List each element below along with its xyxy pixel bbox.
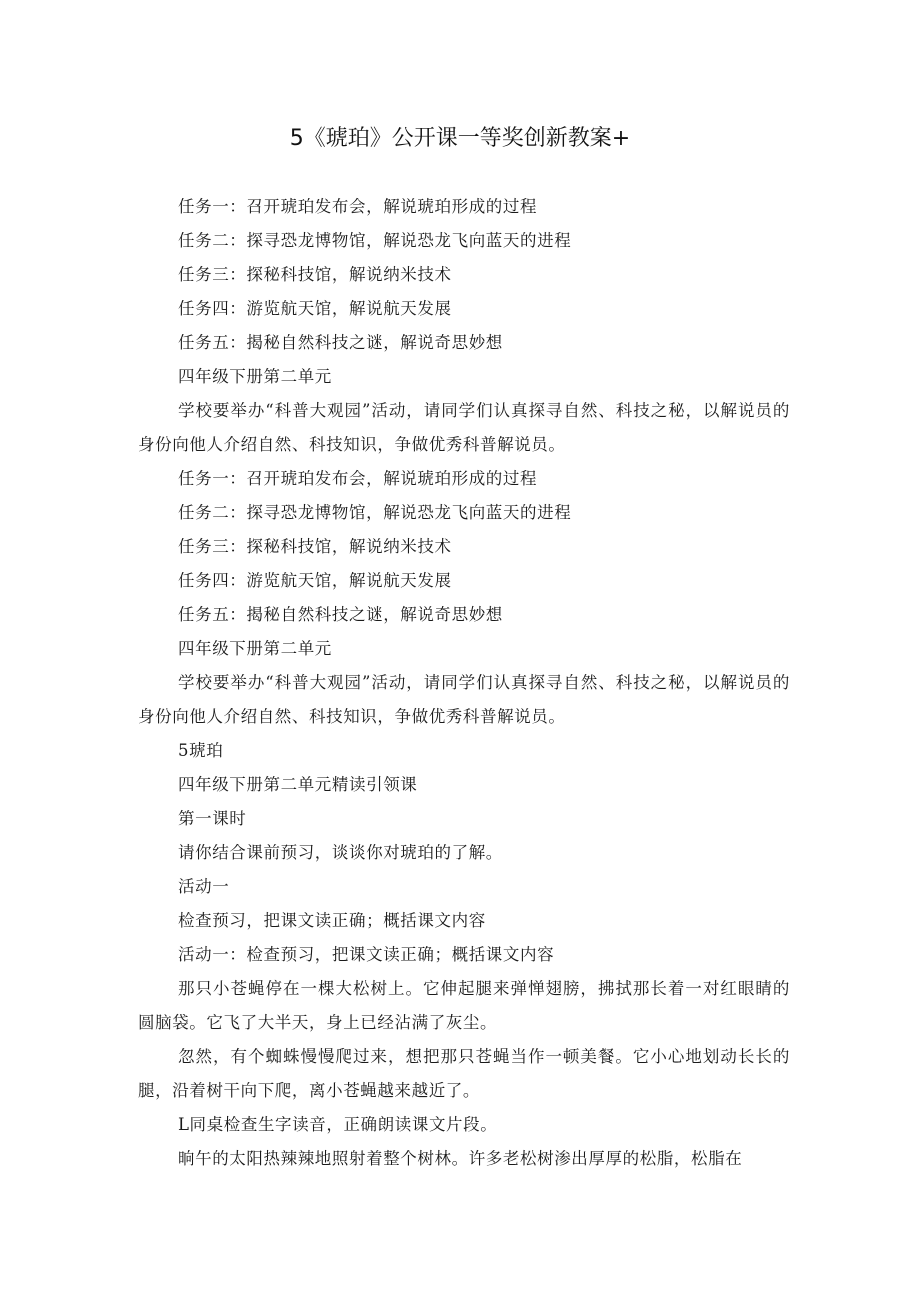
paragraph-task-3-repeat: 任务三：探秘科技馆，解说纳米技术 [178, 537, 452, 556]
paragraph-task-2-repeat: 任务二：探寻恐龙博物馆，解说恐龙飞向蓝天的进程 [178, 503, 572, 522]
document-title: 5《琥珀》公开课一等奖创新教案+ [289, 126, 631, 151]
paragraph-task-1-repeat: 任务一：召开琥珀发布会，解说琥珀形成的过程 [178, 469, 538, 488]
paragraph-task-3: 任务三：探秘科技馆，解说纳米技术 [178, 265, 452, 284]
paragraph-activity-1-goal: 检查预习，把课文读正确；概括课文内容 [178, 911, 486, 930]
paragraph-fly-text: 那只小苍蝇停在一棵大松树上。它伸起腿来弹惮翅膀，拂拭那长着一对红眼睛的圆脑袋。它飞了大半天，身上已经沾满了灰尘。 [138, 979, 790, 1032]
paragraph-noon-text: 晌午的太阳热辣辣地照射着整个树林。许多老松树渗出厚厚的松脂，松脂在 [178, 1149, 743, 1168]
paragraph-intro: 学校要举办“科普大观园”活动，请同学们认真探寻自然、科技之秘，以解说员的身份向他人介绍自然、科技知识，争做优秀科普解说员。 [138, 401, 790, 454]
paragraph-preview-prompt: 请你结合课前预习，谈谈你对琥珀的了解。 [178, 843, 503, 862]
paragraph-spider-text: 忽然，有个蜘蛛慢慢爬过来，想把那只苍蝇当作一顿美餐。它小心地划动长长的腿，沿着树干向下爬，离小苍蝇越来越近了。 [138, 1047, 790, 1100]
paragraph-lesson-title: 5琥珀 [178, 741, 224, 760]
paragraph-unit-repeat: 四年级下册第二单元 [178, 639, 332, 658]
paragraph-intro-repeat: 学校要举办“科普大观园”活动，请同学们认真探寻自然、科技之秘，以解说员的身份向他人介绍自然、科技知识，争做优秀科普解说员。 [138, 673, 790, 726]
paragraph-task-5-repeat: 任务五：揭秘自然科技之谜，解说奇思妙想 [178, 605, 503, 624]
document-body [138, 190, 790, 1176]
paragraph-activity-1-full: 活动一：检查预习，把课文读正确；概括课文内容 [178, 945, 555, 964]
paragraph-task-1: 任务一：召开琥珀发布会，解说琥珀形成的过程 [178, 197, 538, 216]
paragraph-period: 第一课时 [178, 809, 247, 828]
paragraph-activity-1: 活动一 [178, 877, 230, 896]
paragraph-task-4-repeat: 任务四：游览航天馆，解说航天发展 [178, 571, 452, 590]
paragraph-task-2: 任务二：探寻恐龙博物馆，解说恐龙飞向蓝天的进程 [178, 231, 572, 250]
paragraph-unit: 四年级下册第二单元 [178, 367, 332, 386]
paragraph-partner-check: L同桌检查生字读音，正确朗读课文片段。 [178, 1115, 498, 1134]
paragraph-task-4: 任务四：游览航天馆，解说航天发展 [178, 299, 452, 318]
paragraph-lesson-type: 四年级下册第二单元精读引领课 [178, 775, 418, 794]
paragraph-task-5: 任务五：揭秘自然科技之谜，解说奇思妙想 [178, 333, 503, 352]
